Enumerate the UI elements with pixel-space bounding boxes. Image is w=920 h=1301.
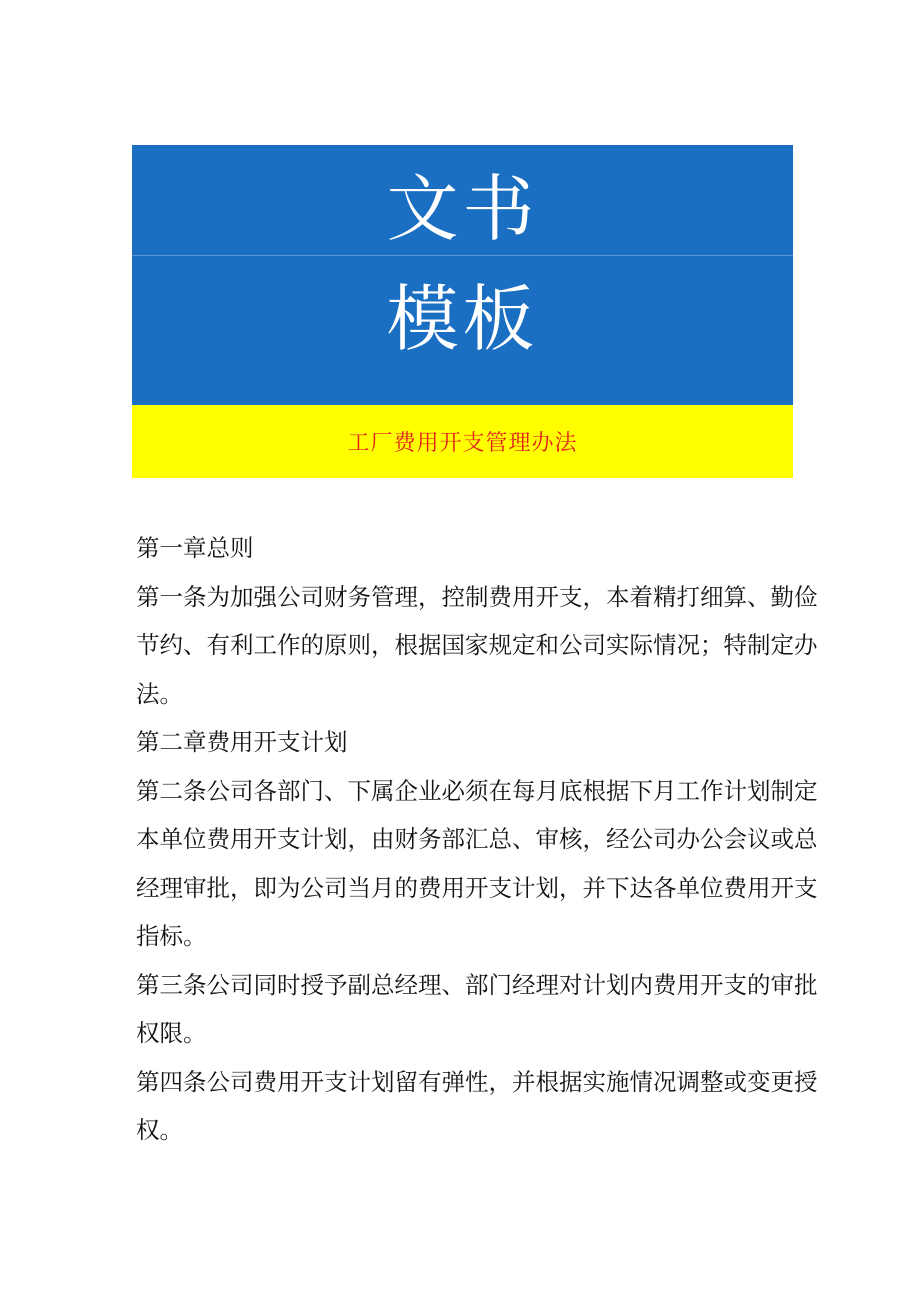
title-banner bbox=[132, 145, 793, 405]
banner-divider bbox=[132, 255, 793, 256]
article-paragraph: 第三条公司同时授予副总经理、部门经理对计划内费用开支的审批权限。 bbox=[136, 970, 818, 1047]
article-paragraph: 第二条公司各部门、下属企业必须在每月底根据下月工作计划制定本单位费用开支计划，由财务部汇总、审核，经公司办公会议或总经理审批，即为公司当月的费用开支计划，并下达各单位费用开支指标。 bbox=[136, 776, 818, 950]
chapter-heading: 第二章费用开支计划 bbox=[136, 728, 348, 756]
document-body bbox=[136, 524, 826, 1155]
cover-block bbox=[132, 145, 793, 478]
chapter-heading: 第一章总则 bbox=[136, 534, 254, 562]
cover-title-line-2: 模板 bbox=[386, 277, 539, 361]
document-subtitle: 工厂费用开支管理办法 bbox=[347, 431, 578, 456]
article-paragraph: 第四条公司费用开支计划留有弹性，并根据实施情况调整或变更授权。 bbox=[136, 1067, 818, 1144]
article-paragraph: 第一条为加强公司财务管理，控制费用开支，本着精打细算、勤俭节约、有利工作的原则，根据国家规定和公司实际情况；特制定办法。 bbox=[136, 582, 818, 708]
subtitle-banner bbox=[132, 405, 793, 478]
cover-title-line-1: 文书 bbox=[386, 167, 539, 251]
